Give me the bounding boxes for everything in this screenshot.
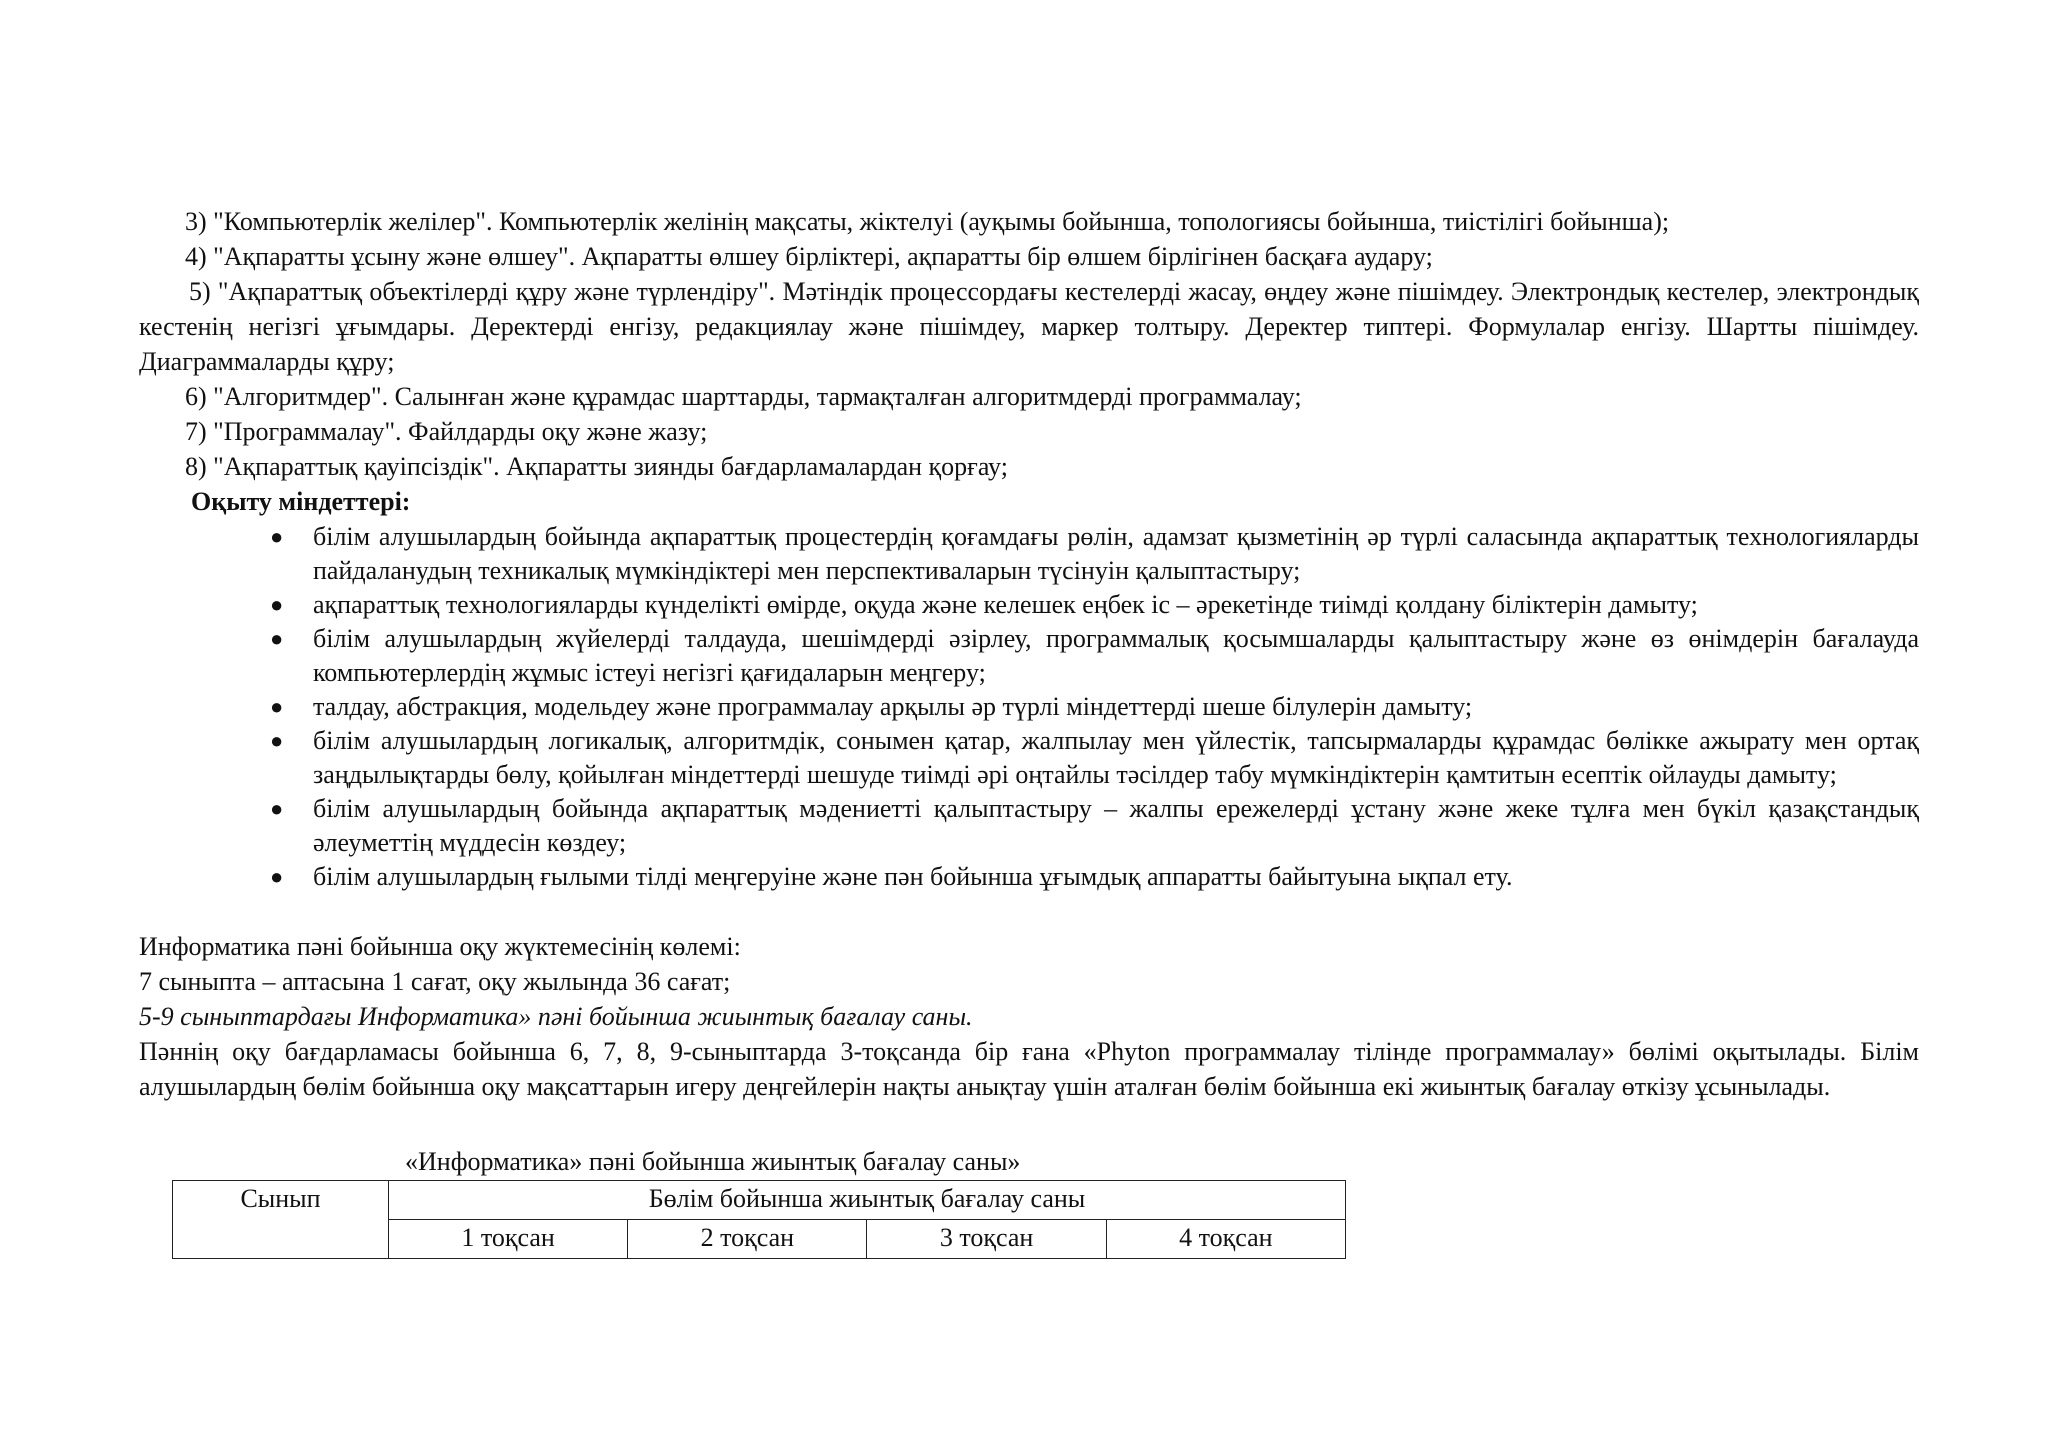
task-text: білім алушылардың ғылыми тілді меңгеруіне және пән бойынша ұғымдық аппаратты байытуына ықпал ету. xyxy=(313,862,1513,891)
bullet-icon: ● xyxy=(270,728,284,753)
task-text: талдау, абстракция, модельдеу және программалау арқылы әр түрлі міндеттерді шеше білулерін дамыту; xyxy=(313,692,1473,721)
workload-line: 7 сыныпта – аптасына 1 сағат, оқу жылында 36 сағат; xyxy=(139,967,731,996)
bullet-icon: ● xyxy=(270,626,284,651)
task-text: білім алушылардың логикалық, алгоритмдік, сонымен қатар, жалпылау мен үйлестік, тапсырмаларды құрамдас бөлікке ажырату мен ортақ заңдылықтарды бөлу, қойылған міндеттерді шешуде тиімді әрі оңтайлы тәсілдер табу мүмкіндіктерін қамтитын есептік ойлауды дамыту; xyxy=(313,726,1919,789)
bullet-icon: ● xyxy=(270,796,284,821)
task-text: білім алушылардың бойында ақпараттық процестердің қоғамдағы рөлін, адамзат қызметінің әр түрлі саласында ақпараттық технологияларды пайдаланудың техникалық мүмкіндіктері мен перспективаларын түсінуін қалыптастыру; xyxy=(313,522,1919,585)
quarter-4-header: 4 тоқсан xyxy=(1106,1220,1345,1259)
topic-4: 4) "Ақпаратты ұсыну және өлшеу". Ақпаратты өлшеу бірліктері, ақпаратты бір өлшем бірлігінен басқаға аудару; xyxy=(185,242,1433,271)
bullet-icon: ● xyxy=(270,694,284,719)
bullet-icon: ● xyxy=(270,524,284,549)
spacer xyxy=(139,894,1919,929)
list-item xyxy=(270,690,1919,724)
topic-6: 6) "Алгоритмдер". Салынған және құрамдас шарттарды, тармақталған алгоритмдерді программалау; xyxy=(185,382,1302,411)
list-item xyxy=(270,588,1919,622)
workload-italic-line: 5-9 сыныптардағы Информатика» пәні бойынша жиынтық бағалау саны. xyxy=(139,1002,973,1031)
bullet-icon: ● xyxy=(270,592,284,617)
group-header: Бөлім бойынша жиынтық бағалау саны xyxy=(389,1181,1346,1220)
table-caption: «Информатика» пәні бойынша жиынтық бағалау саны» xyxy=(405,1147,1021,1176)
quarter-3-header: 3 тоқсан xyxy=(867,1220,1106,1259)
quarter-1-header: 1 тоқсан xyxy=(389,1220,628,1259)
topic-3: 3) "Компьютерлік желілер". Компьютерлік желінің мақсаты, жіктелуі (ауқымы бойынша, топологиясы бойынша, тиістілігі бойынша); xyxy=(185,207,1670,236)
list-item xyxy=(270,860,1919,894)
list-item xyxy=(270,520,1919,588)
task-text: ақпараттық технологияларды күнделікті өмірде, оқуда және келешек еңбек іс – әрекетінде тиімді қолдану біліктерін дамыту; xyxy=(313,590,1698,619)
class-header: Сынып xyxy=(173,1181,389,1259)
workload-paragraph: Пәннің оқу бағдарламасы бойынша 6, 7, 8, 9-сыныптарда 3-тоқсанда бір ғана «Phyton программалау тілінде программалау» бөлімі оқытылады. Білім алушылардың бөлім бойынша оқу мақсаттарын игеру деңгейлерін нақты анықтау үшін аталған бөлім бойынша екі жиынтық бағалау өткізу ұсынылады. xyxy=(139,1037,1919,1101)
task-text: білім алушылардың бойында ақпараттық мәдениетті қалыптастыру – жалпы ережелерді ұстану және жеке тұлға мен бүкіл қазақстандық әлеуметтің мүддесін көздеу; xyxy=(313,794,1919,857)
tasks-heading: Оқыту міндеттері: xyxy=(191,487,411,516)
workload-title: Информатика пәні бойынша оқу жүктемесінің көлемі: xyxy=(139,932,741,961)
topic-5: 5) "Ақпараттық объектілерді құру және түрлендіру". Мәтіндік процессордағы кестелерді жасау, өңдеу және пішімдеу. Электрондық кестелер, электрондық кестенің негізгі ұғымдары. Деректерді енгізу, редакциялау және пішімдеу, маркер толтыру. Деректер типтері. Формулалар енгізу. Шартты пішімдеу. Диаграммаларды құру; xyxy=(139,277,1919,376)
list-item xyxy=(270,792,1919,860)
quarter-2-header: 2 тоқсан xyxy=(628,1220,867,1259)
topic-7: 7) "Программалау". Файлдарды оқу және жазу; xyxy=(185,417,708,446)
tasks-list xyxy=(139,520,1919,894)
list-item xyxy=(270,724,1919,792)
table-row xyxy=(173,1181,1346,1220)
bullet-icon: ● xyxy=(270,864,284,889)
task-text: білім алушылардың жүйелерді талдауда, шешімдерді әзірлеу, программалық қосымшаларды қалыптастыру және өз өнімдерін бағалауда компьютерлердің жұмыс істеуі негізгі қағидаларын меңгеру; xyxy=(313,624,1919,687)
list-item xyxy=(270,622,1919,690)
topic-8: 8) "Ақпараттық қауіпсіздік". Ақпаратты зиянды бағдарламалардан қорғау; xyxy=(185,452,1008,481)
document-page xyxy=(139,204,1919,1259)
assessment-table xyxy=(172,1180,1346,1259)
